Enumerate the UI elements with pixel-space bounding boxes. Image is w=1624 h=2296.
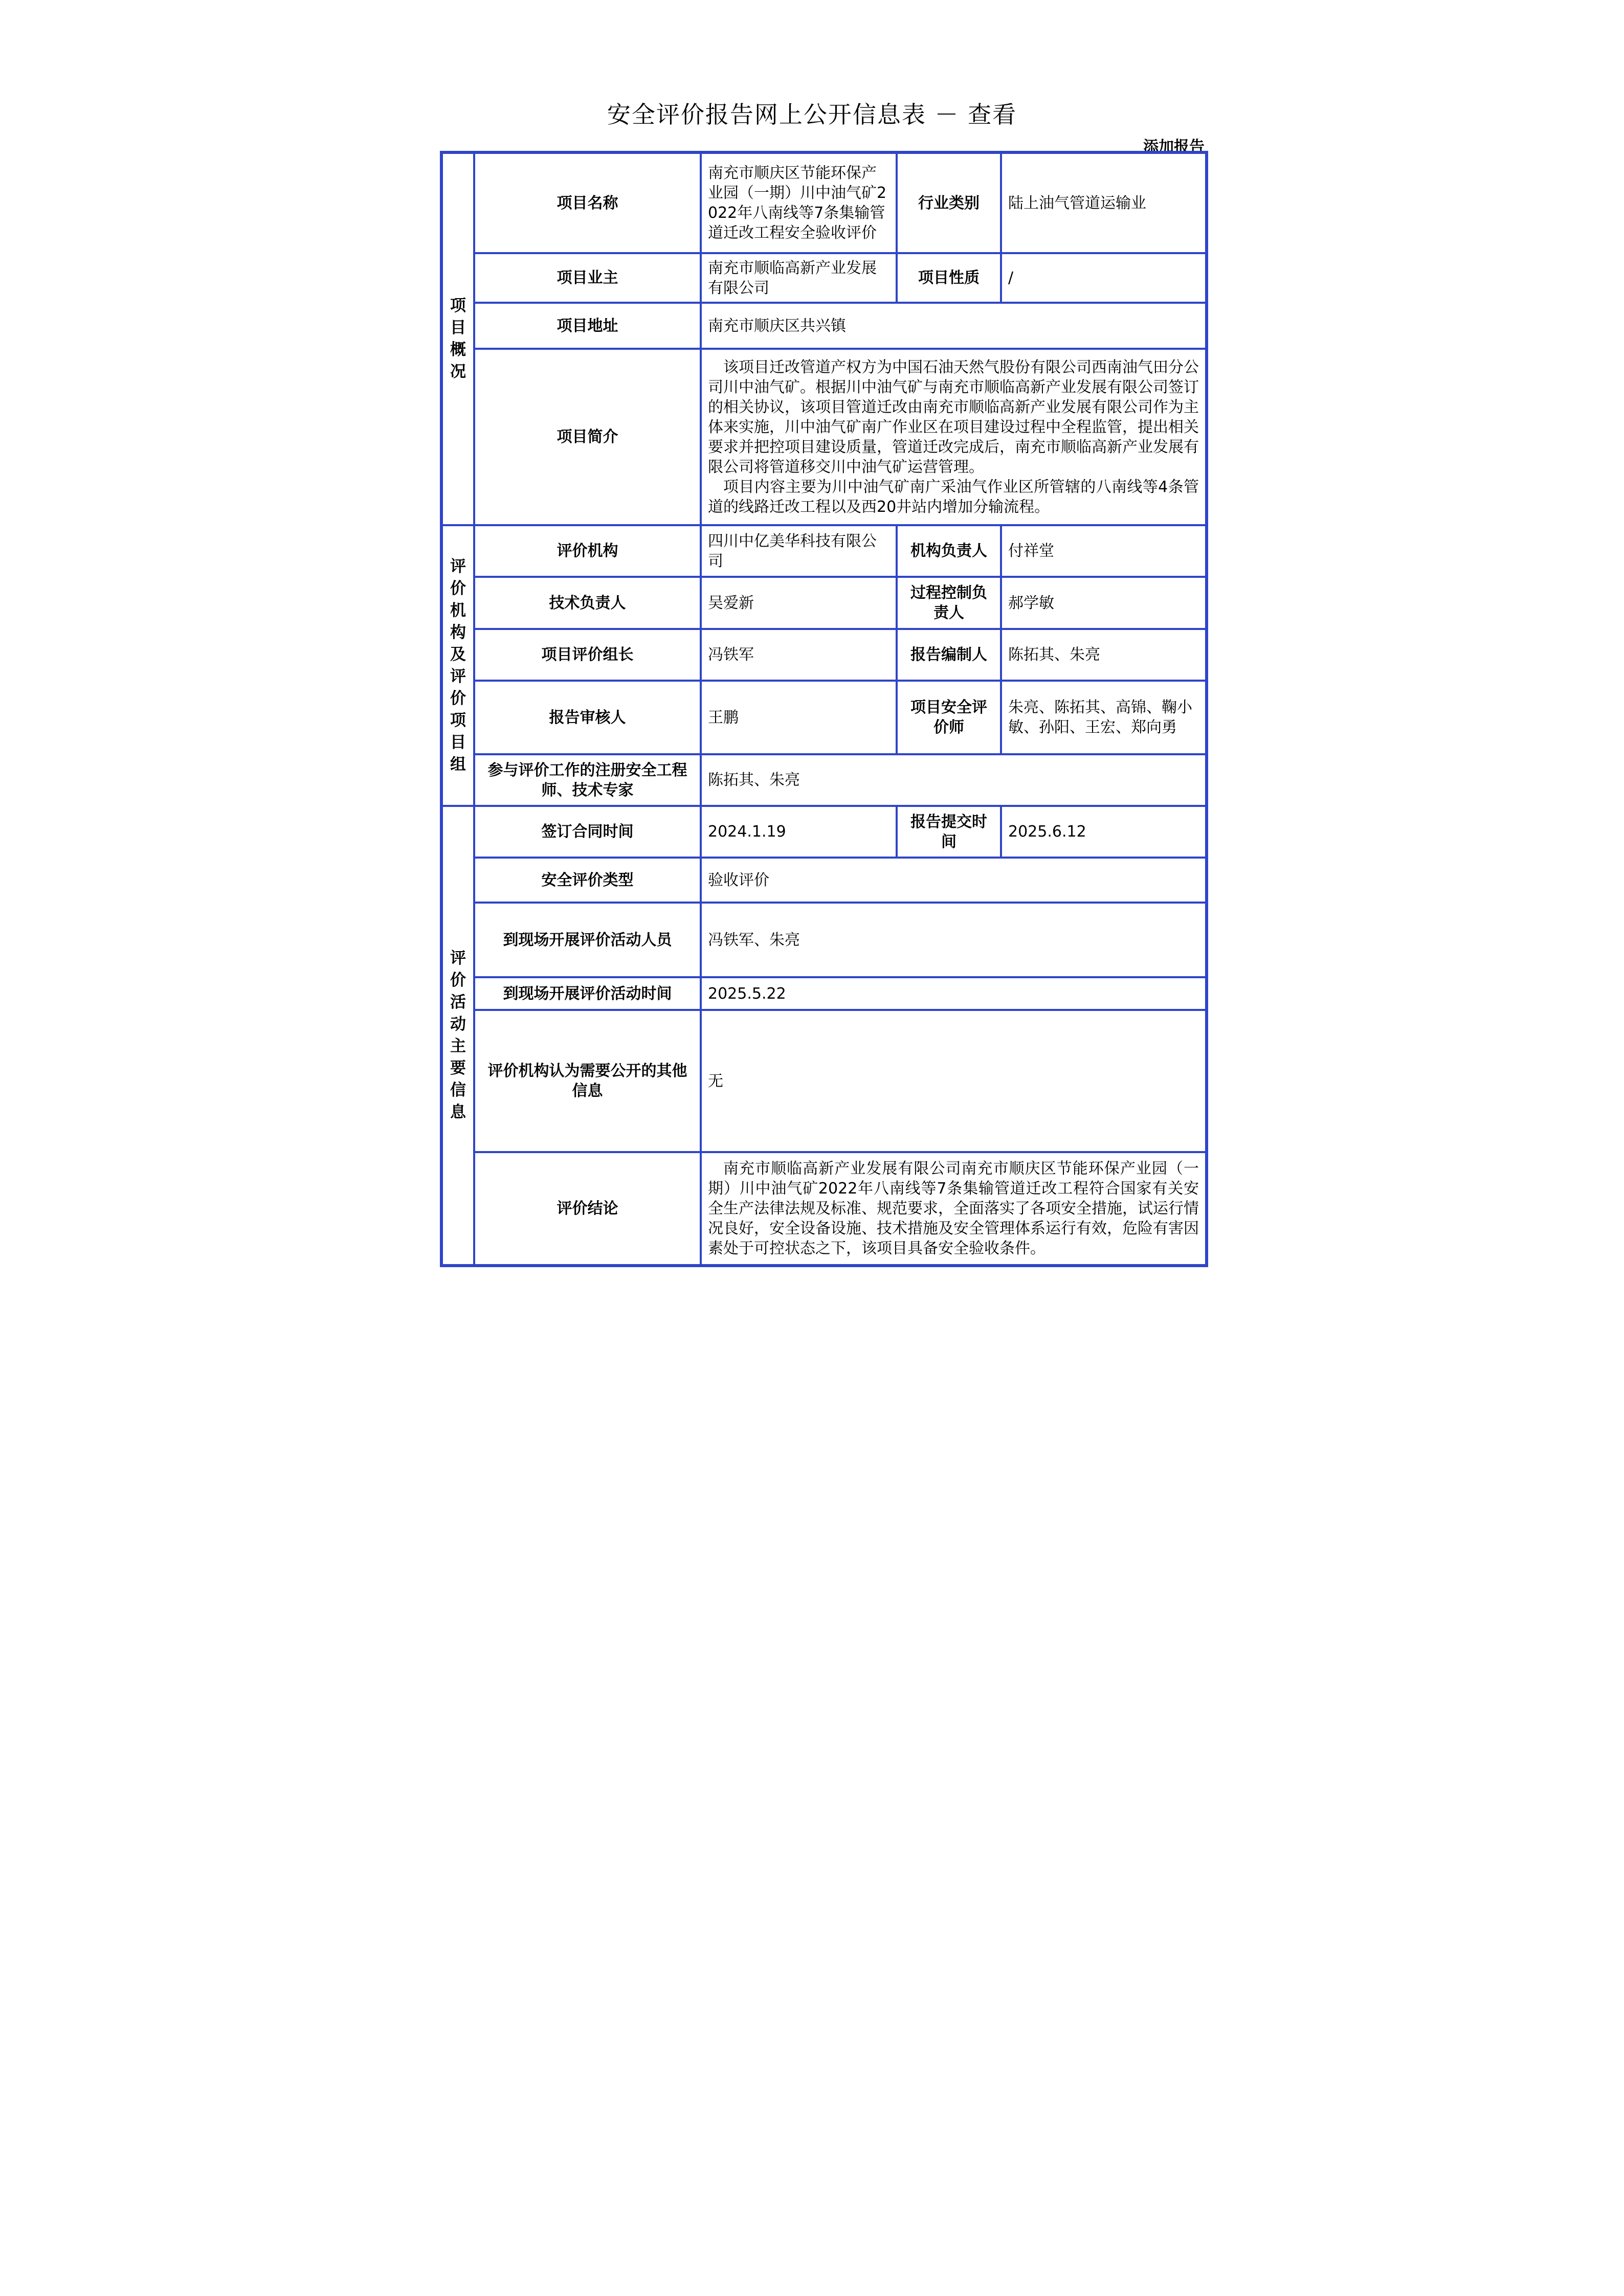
address-label: 项目地址 [474, 303, 701, 349]
table-row [441, 977, 1207, 1010]
other-info-value: 无 [701, 1010, 1207, 1152]
table-row [441, 253, 1207, 303]
intro-label: 项目简介 [474, 349, 701, 525]
address-value: 南充市顺庆区共兴镇 [701, 303, 1207, 349]
table-row [441, 681, 1207, 754]
table-row [441, 629, 1207, 681]
nature-label: 项目性质 [897, 253, 1001, 303]
process-head-value: 郝学敏 [1001, 577, 1207, 629]
evaluation-type-value: 验收评价 [701, 858, 1207, 903]
conclusion-value [701, 1152, 1207, 1266]
conclusion-label: 评价结论 [474, 1152, 701, 1266]
safety-evaluator-label: 项目安全评价师 [897, 681, 1001, 754]
industry-value: 陆上油气管道运输业 [1001, 152, 1207, 253]
conclusion-text: 南充市顺临高新产业发展有限公司南充市顺庆区节能环保产业园（一期）川中油气矿2022年八南线等7条集输管道迁改工程符合国家有关安全生产法律法规及标准、规范要求，全面落实了各项安全措施，试运行情况良好，安全设备设施、技术措施及安全管理体系运行有效，危险有害因素处于可控状态之下，该项目具备安全验收条件。 [708, 1160, 1199, 1257]
intro-paragraph-2: 项目内容主要为川中油气矿南广采油气作业区所管辖的八南线等4条管道的线路迁改工程以及西20井站内增加分输流程。 [708, 478, 1199, 516]
owner-value: 南充市顺临高新产业发展有限公司 [701, 253, 897, 303]
intro-value [701, 349, 1207, 525]
tech-head-label: 技术负责人 [474, 577, 701, 629]
site-people-value: 冯铁军、朱亮 [701, 903, 1207, 977]
industry-label: 行业类别 [897, 152, 1001, 253]
table-row [441, 303, 1207, 349]
evaluation-type-label: 安全评价类型 [474, 858, 701, 903]
site-time-value: 2025.5.22 [701, 977, 1207, 1010]
site-time-label: 到现场开展评价活动时间 [474, 977, 701, 1010]
reviewer-value: 王鹏 [701, 681, 897, 754]
table-row [441, 858, 1207, 903]
process-head-label: 过程控制负责人 [897, 577, 1001, 629]
table-row [441, 1152, 1207, 1266]
table-row [441, 903, 1207, 977]
section-overview-header: 项目概况 [441, 152, 474, 525]
table-row [441, 525, 1207, 577]
reviewer-label: 报告审核人 [474, 681, 701, 754]
table-row [441, 1010, 1207, 1152]
submit-time-label: 报告提交时间 [897, 806, 1001, 858]
project-name-value: 南充市顺庆区节能环保产业园（一期）川中油气矿2022年八南线等7条集输管道迁改工程安全验收评价 [701, 152, 897, 253]
engineer-value: 陈拓其、朱亮 [701, 754, 1207, 806]
site-people-label: 到现场开展评价活动人员 [474, 903, 701, 977]
project-name-label: 项目名称 [474, 152, 701, 253]
section-org-header: 评价机构及评价项目组 [441, 525, 474, 806]
nature-value: / [1001, 253, 1207, 303]
table-row [441, 806, 1207, 858]
engineer-label: 参与评价工作的注册安全工程师、技术专家 [474, 754, 701, 806]
table-row [441, 349, 1207, 525]
owner-label: 项目业主 [474, 253, 701, 303]
contract-time-value: 2024.1.19 [701, 806, 897, 858]
page-title: 安全评价报告网上公开信息表 － 查看 [607, 101, 1017, 128]
info-table [440, 151, 1208, 1267]
agency-head-label: 机构负责人 [897, 525, 1001, 577]
report-author-value: 陈拓其、朱亮 [1001, 629, 1207, 681]
report-author-label: 报告编制人 [897, 629, 1001, 681]
submit-time-value: 2025.6.12 [1001, 806, 1207, 858]
add-report-link[interactable]: 添加报告 [1143, 138, 1205, 156]
table-row [441, 577, 1207, 629]
other-info-label: 评价机构认为需要公开的其他信息 [474, 1010, 701, 1152]
intro-paragraph-1: 该项目迁改管道产权方为中国石油天然气股份有限公司西南油气田分公司川中油气矿。根据川中油气矿与南充市顺临高新产业发展有限公司签订的相关协议，该项目管道迁改由南充市顺临高新产业发展有限公司作为主体来实施，川中油气矿南广作业区在项目建设过程中全程监管，提出相关要求并把控项目建设质量，管道迁改完成后，南充市顺临高新产业发展有限公司将管道移交川中油气矿运营管理。 [708, 358, 1199, 476]
safety-evaluator-value: 朱亮、陈拓其、高锦、鞠小敏、孙阳、王宏、郑向勇 [1001, 681, 1207, 754]
agency-value: 四川中亿美华科技有限公司 [701, 525, 897, 577]
table-row [441, 152, 1207, 253]
section-activity-header: 评价活动主要信息 [441, 806, 474, 1266]
contract-time-label: 签订合同时间 [474, 806, 701, 858]
tech-head-value: 吴爱新 [701, 577, 897, 629]
agency-label: 评价机构 [474, 525, 701, 577]
agency-head-value: 付祥堂 [1001, 525, 1207, 577]
team-leader-label: 项目评价组长 [474, 629, 701, 681]
table-row [441, 754, 1207, 806]
team-leader-value: 冯铁军 [701, 629, 897, 681]
